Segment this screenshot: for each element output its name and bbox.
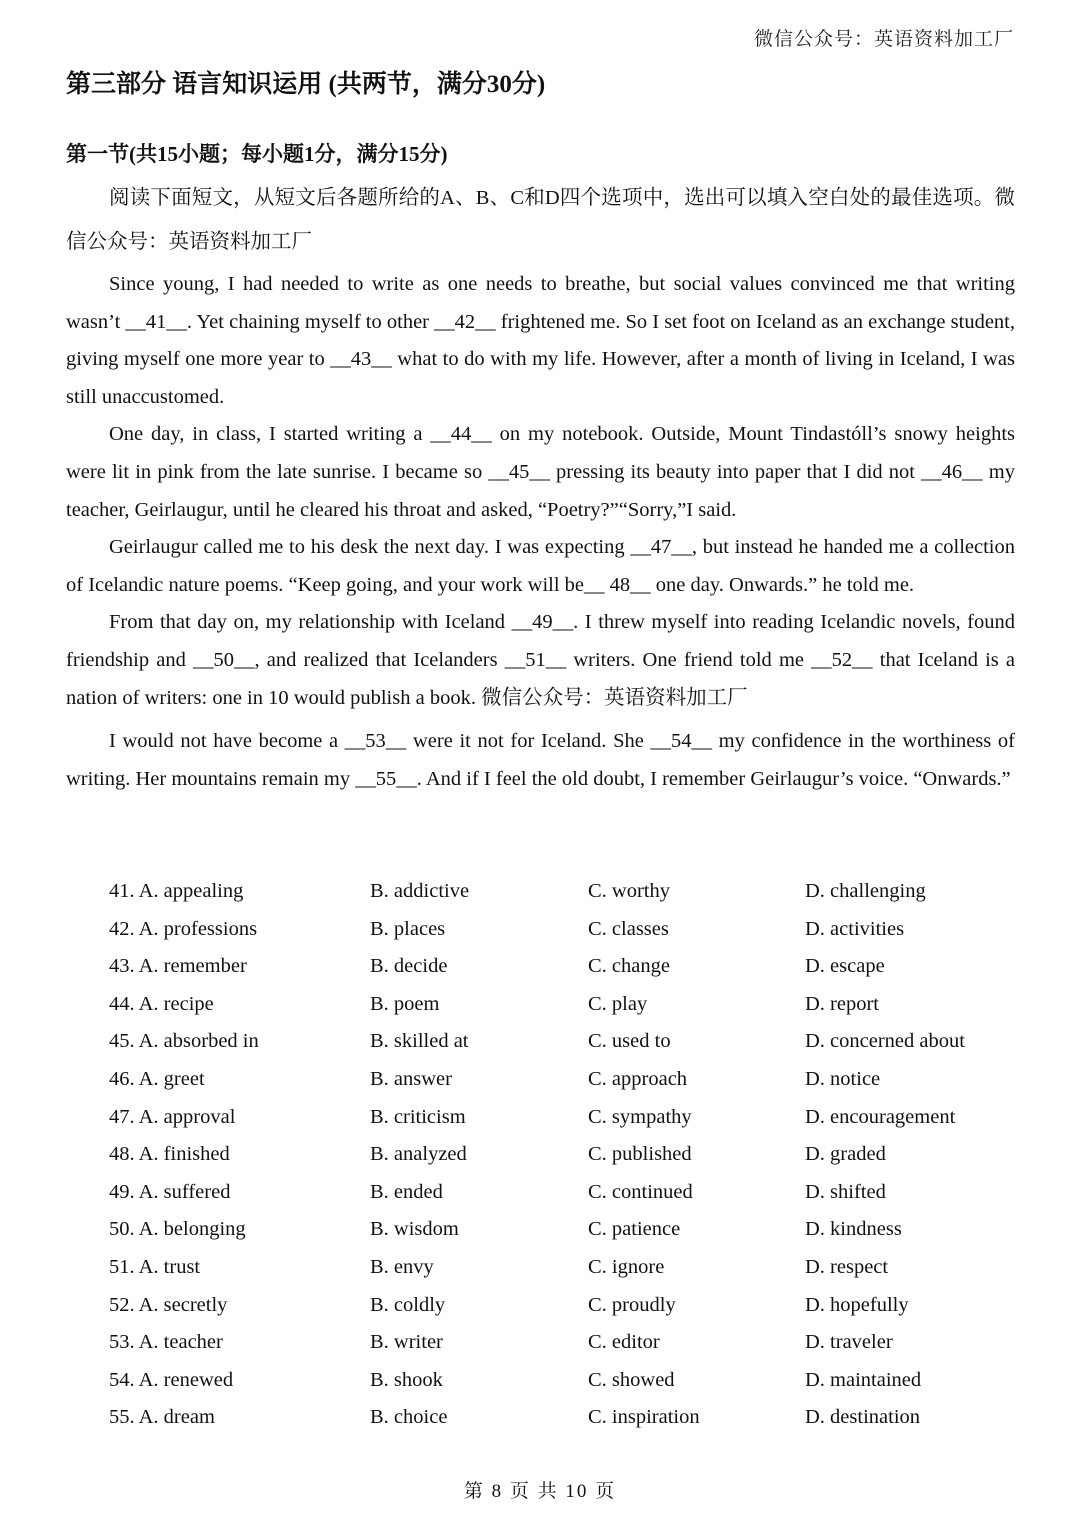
option-d: D. respect [805, 1255, 889, 1278]
option-d: D. challenging [805, 880, 926, 902]
option-b: B. skilled at [370, 1030, 469, 1053]
option-d: D. concerned about [805, 1030, 965, 1053]
question-option-row [109, 1061, 1015, 1099]
option-d: D. maintained [805, 1368, 922, 1391]
option-a: 54. A. renewed [109, 1368, 234, 1391]
question-option-row [109, 986, 1015, 1024]
option-b: B. wisdom [370, 1218, 459, 1241]
passage-paragraph: One day, in class, I started writing a __44__ on my notebook. Outside, Mount Tindastóll’s snowy heights were lit in pink from the late sunrise. I became so __45__ pressing its beauty into paper that I did not __46__ my teacher, Geirlaugur, until he cleared his throat and asked, “Poetry?”“Sorry,”I said. [66, 423, 1015, 521]
option-a: 41. A. appealing [109, 880, 244, 902]
part-title: 第三部分 语言知识运用 (共两节，满分30分) [66, 71, 546, 98]
passage-paragraph: From that day on, my relationship with Iceland __49__. I threw myself into reading Icelandic novels, found friendship and __50__, and realized that Icelanders __51__ writers. One friend told me __52__ that Iceland is a nation of writers: one in 10 would publish a book. 微信公众号：英语资料加工厂 [66, 611, 1015, 709]
option-b: B. ended [370, 1180, 443, 1203]
option-d: D. encouragement [805, 1105, 956, 1128]
question-option-row [109, 1174, 1015, 1212]
question-option-row [109, 1362, 1015, 1400]
option-a: 44. A. recipe [109, 992, 214, 1015]
passage-paragraph: Geirlaugur called me to his desk the next day. I was expecting __47__, but instead he handed me a collection of Icelandic nature poems. “Keep going, and your work will be__ 48__ one day. Onwards.” he told me. [66, 536, 1015, 596]
option-d: D. report [805, 992, 880, 1015]
option-c: C. proudly [588, 1293, 676, 1316]
option-b: B. decide [370, 955, 448, 978]
option-b: B. choice [370, 1406, 448, 1429]
passage-paragraph: I would not have become a __53__ were it not for Iceland. She __54__ my confidence in the worthiness of writing. Her mountains remain my __55__. And if I feel the old doubt, I remember Geirlaugur’s voice. “Onwards.” [66, 730, 1015, 790]
option-c: C. editor [588, 1331, 660, 1354]
option-a: 50. A. belonging [109, 1218, 246, 1241]
option-b: B. shook [370, 1368, 443, 1391]
option-b: B. analyzed [370, 1143, 467, 1166]
header-watermark-note: 微信公众号：英语资料加工厂 [753, 29, 1014, 50]
option-c: C. inspiration [588, 1406, 700, 1429]
option-c: C. patience [588, 1218, 681, 1241]
option-a: 43. A. remember [109, 955, 247, 978]
question-option-row [109, 1099, 1015, 1137]
option-b: B. coldly [370, 1293, 446, 1316]
passage-body [66, 176, 1015, 798]
question-option-row [109, 911, 1015, 949]
question-option-row [109, 1399, 1015, 1437]
question-option-row [109, 948, 1015, 986]
option-a: 45. A. absorbed in [109, 1030, 259, 1053]
option-b: B. poem [370, 992, 440, 1015]
question-option-row [109, 1136, 1015, 1174]
option-d: D. notice [805, 1067, 881, 1090]
option-c: C. used to [588, 1030, 671, 1053]
question-option-row [109, 1023, 1015, 1061]
option-d: D. activities [805, 917, 905, 940]
option-a: 49. A. suffered [109, 1180, 231, 1203]
option-c: C. change [588, 955, 670, 978]
option-a: 53. A. teacher [109, 1331, 223, 1354]
option-d: D. traveler [805, 1331, 893, 1354]
option-c: C. play [588, 992, 648, 1015]
option-a: 52. A. secretly [109, 1293, 228, 1316]
question-option-row [109, 1249, 1015, 1287]
option-b: B. criticism [370, 1105, 466, 1128]
option-b: B. addictive [370, 880, 470, 902]
option-d: D. shifted [805, 1180, 886, 1203]
option-d: D. kindness [805, 1218, 902, 1241]
option-b: B. places [370, 917, 446, 940]
option-c: C. classes [588, 917, 669, 940]
answer-options-table [109, 873, 1015, 1437]
option-a: 47. A. approval [109, 1105, 236, 1128]
section-title: 第一节(共15小题；每小题1分，满分15分) [66, 142, 448, 166]
option-c: C. continued [588, 1180, 693, 1203]
instructions: 阅读下面短文，从短文后各题所给的A、B、C和D四个选项中，选出可以填入空白处的最佳选项。微信公众号：英语资料加工厂 [66, 187, 1015, 253]
option-c: C. sympathy [588, 1105, 692, 1128]
option-d: D. escape [805, 955, 885, 978]
option-a: 51. A. trust [109, 1255, 201, 1278]
option-b: B. answer [370, 1067, 452, 1090]
option-c: C. published [588, 1143, 692, 1166]
option-b: B. envy [370, 1255, 434, 1278]
option-a: 48. A. finished [109, 1143, 230, 1166]
passage-paragraph: Since young, I had needed to write as one needs to breathe, but social values convinced me that writing wasn’t __41__. Yet chaining myself to other __42__ frightened me. So I set foot on Iceland as an exchange student, giving myself one more year to __43__ what to do with my life. However, after a month of living in Iceland, I was still unaccustomed. [66, 273, 1015, 408]
option-c: C. approach [588, 1067, 688, 1090]
question-option-row [109, 1287, 1015, 1325]
option-d: D. hopefully [805, 1293, 909, 1316]
option-a: 55. A. dream [109, 1406, 215, 1429]
option-c: C. worthy [588, 880, 670, 902]
option-a: 46. A. greet [109, 1067, 205, 1090]
option-c: C. showed [588, 1368, 675, 1391]
question-option-row [109, 1211, 1015, 1249]
question-option-row [109, 873, 1015, 911]
option-d: D. graded [805, 1143, 886, 1166]
question-option-row [109, 1324, 1015, 1362]
option-b: B. writer [370, 1331, 443, 1354]
page-footer: 第 8 页 共 10 页 [463, 1481, 617, 1502]
option-a: 42. A. professions [109, 917, 258, 940]
option-d: D. destination [805, 1406, 921, 1429]
option-c: C. ignore [588, 1255, 665, 1278]
